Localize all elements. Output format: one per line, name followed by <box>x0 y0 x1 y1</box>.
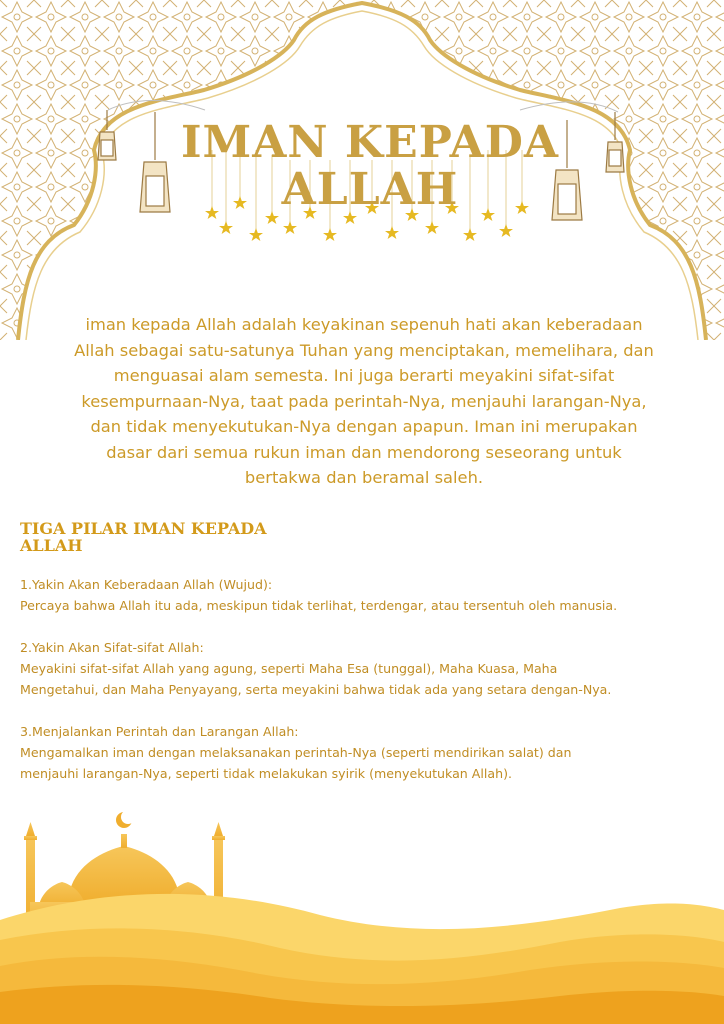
page-title-line-2: ALLAH <box>281 164 459 215</box>
intro-line: dan tidak menyekutukan-Nya dengan apapun. Iman ini merupakan <box>90 417 638 436</box>
pillar-item <box>20 574 720 616</box>
intro-paragraph <box>44 312 684 491</box>
intro-line: Allah sebagai satu-satunya Tuhan yang menciptakan, memelihara, dan <box>74 340 654 360</box>
section-heading-line: ALLAH <box>20 536 83 555</box>
crescent-moon-icon <box>116 810 135 828</box>
pillar-text: menjauhi larangan-Nya, seperti tidak melakukan syirik (menyekutukan Allah). <box>20 766 513 781</box>
intro-line: iman kepada Allah adalah keyakinan sepenuh hati akan keberadaan <box>85 315 643 334</box>
pillar-list <box>20 574 720 805</box>
intro-line: menguasai alam semesta. Ini juga berarti meyakini sifat-sifat <box>113 366 615 385</box>
pillar-text: Mengetahui, dan Maha Penyayang, serta meyakini bahwa tidak ada yang setara dengan-Nya. <box>20 682 612 697</box>
intro-line: kesempurnaan-Nya, taat pada perintah-Nya, menjauhi larangan-Nya, <box>81 391 647 411</box>
pillar-text: Mengamalkan iman dengan melaksanakan perintah-Nya (seperti mendirikan salat) dan <box>20 745 572 760</box>
pillar-title: 2.Yakin Akan Sifat-sifat Allah: <box>20 640 204 655</box>
intro-line: dasar dari semua rukun iman dan mendorong seseorang untuk <box>106 442 622 462</box>
pillar-item <box>20 721 720 784</box>
section-heading <box>20 520 267 554</box>
intro-line: bertakwa dan beramal saleh. <box>244 468 484 487</box>
page-title: IMAN KEPADA <box>180 117 560 168</box>
pillar-text: Percaya bahwa Allah itu ada, meskipun tidak terlihat, terdengar, atau tersentuh oleh manusia. <box>20 598 618 613</box>
pillar-item <box>20 637 720 700</box>
pillar-title: 1.Yakin Akan Keberadaan Allah (Wujud): <box>20 577 273 592</box>
pillar-text: Meyakini sifat-sifat Allah yang agung, seperti Maha Esa (tunggal), Maha Kuasa, Maha <box>20 661 558 676</box>
pillar-title: 3.Menjalankan Perintah dan Larangan Allah: <box>20 724 299 739</box>
section-heading-line: TIGA PILAR IMAN KEPADA <box>20 519 267 538</box>
mosque-dunes-ornament <box>0 810 724 1024</box>
